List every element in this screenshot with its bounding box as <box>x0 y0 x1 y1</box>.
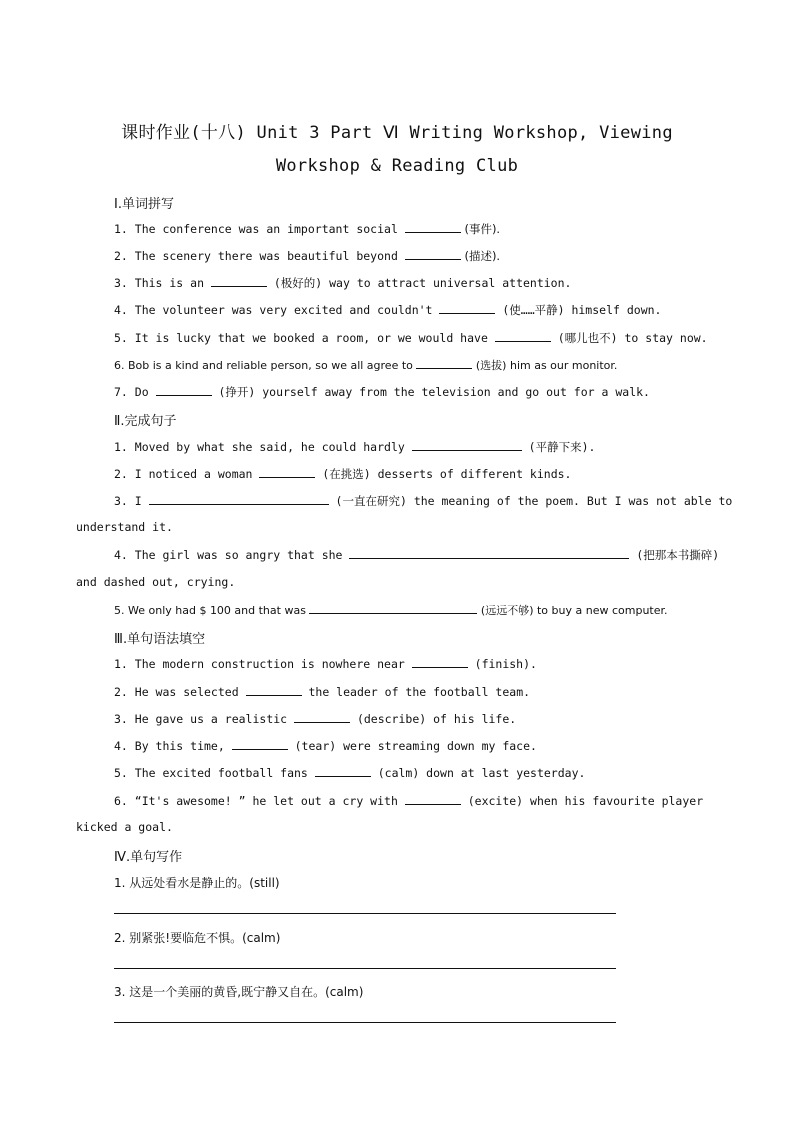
answer-blank[interactable] <box>439 302 495 314</box>
grammar-item-1: 1. The modern construction is nowhere near (finish). <box>114 657 537 671</box>
completion-item-3-continued: understand it. <box>76 520 173 534</box>
completion-item-1: 1. Moved by what she said, he could hardly (平静下来). <box>114 440 596 454</box>
section-heading-spelling: Ⅰ.单词拼写 <box>114 197 174 212</box>
spelling-item-3: 3. This is an (极好的) way to attract universal attention. <box>114 276 572 290</box>
completion-item-4: 4. The girl was so angry that she (把那本书撕碎) <box>114 548 720 562</box>
answer-blank[interactable] <box>416 357 472 369</box>
writing-answer-line-1[interactable] <box>114 913 616 914</box>
answer-blank[interactable] <box>405 793 461 805</box>
answer-blank[interactable] <box>232 738 288 750</box>
grammar-item-5: 5. The excited football fans (calm) down at last yesterday. <box>114 766 586 780</box>
answer-blank[interactable] <box>259 466 315 478</box>
answer-blank[interactable] <box>412 439 522 451</box>
grammar-item-6-continued: kicked a goal. <box>76 820 173 834</box>
completion-item-2: 2. I noticed a woman (在挑选) desserts of different kinds. <box>114 467 572 481</box>
spelling-item-2: 2. The scenery there was beautiful beyond (描述). <box>114 249 501 263</box>
spelling-item-4: 4. The volunteer was very excited and couldn't (使……平静) himself down. <box>114 303 662 317</box>
writing-item-3: 3. 这是一个美丽的黄昏,既宁静又自在。(calm) <box>114 985 364 999</box>
section-heading-sentence-completion: Ⅱ.完成句子 <box>114 414 177 429</box>
page-title-line-1: 课时作业(十八) Unit 3 Part Ⅵ Writing Workshop, Viewing <box>121 123 673 143</box>
section-heading-sentence-writing: Ⅳ.单句写作 <box>114 850 183 865</box>
grammar-item-4: 4. By this time, (tear) were streaming down my face. <box>114 739 537 753</box>
answer-blank[interactable] <box>412 656 468 668</box>
writing-answer-line-3[interactable] <box>114 1022 616 1023</box>
completion-item-4-continued: and dashed out, crying. <box>76 575 236 589</box>
spelling-item-1: 1. The conference was an important social (事件). <box>114 222 501 236</box>
answer-blank[interactable] <box>349 547 629 559</box>
answer-blank[interactable] <box>246 684 302 696</box>
answer-blank[interactable] <box>405 248 461 260</box>
answer-blank[interactable] <box>315 765 371 777</box>
grammar-item-6: 6. “It's awesome! ” he let out a cry with (excite) when his favourite player <box>114 794 704 808</box>
answer-blank[interactable] <box>294 711 350 723</box>
writing-item-2: 2. 别紧张!要临危不惧。(calm) <box>114 931 281 945</box>
answer-blank[interactable] <box>149 493 329 505</box>
page-title-line-2: Workshop & Reading Club <box>275 156 519 176</box>
grammar-item-2: 2. He was selected the leader of the football team. <box>114 685 531 699</box>
completion-item-5: 5. We only had $ 100 and that was (远远不够) to buy a new computer. <box>114 604 668 617</box>
answer-blank[interactable] <box>309 602 477 614</box>
spelling-item-7: 7. Do (挣开) yourself away from the television and go out for a walk. <box>114 385 650 399</box>
writing-answer-line-2[interactable] <box>114 968 616 969</box>
spelling-item-6: 6. Bob is a kind and reliable person, so we all agree to (选拔) him as our monitor. <box>114 359 618 372</box>
answer-blank[interactable] <box>495 330 551 342</box>
spelling-item-5: 5. It is lucky that we booked a room, or we would have (哪儿也不) to stay now. <box>114 331 708 345</box>
section-heading-grammar-fill: Ⅲ.单句语法填空 <box>114 632 206 647</box>
grammar-item-3: 3. He gave us a realistic (describe) of his life. <box>114 712 517 726</box>
answer-blank[interactable] <box>405 221 461 233</box>
answer-blank[interactable] <box>211 275 267 287</box>
answer-blank[interactable] <box>156 384 212 396</box>
writing-item-1: 1. 从远处看水是静止的。(still) <box>114 876 280 890</box>
completion-item-3: 3. I (一直在研究) the meaning of the poem. But I was not able to <box>114 494 733 508</box>
